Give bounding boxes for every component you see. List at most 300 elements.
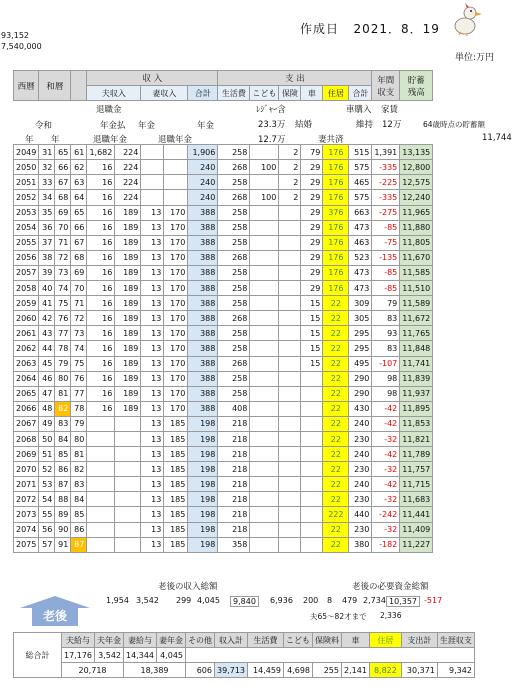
cell-living: 358	[218, 537, 250, 552]
cell-wareki-3: 71	[71, 296, 87, 311]
cell-wareki-3: 63	[71, 175, 87, 190]
cell-expense-total: 663	[349, 205, 372, 220]
cell-car: 15	[301, 356, 323, 371]
cell-wareki-3: 79	[71, 416, 87, 431]
cell-wareki-1: 49	[39, 416, 55, 431]
cell-car: 29	[301, 220, 323, 235]
table-row	[14, 220, 433, 235]
cell-child	[250, 477, 279, 492]
label-leisure-val2: 12.7万	[258, 135, 286, 145]
cell-car	[301, 477, 323, 492]
cell-wareki-2: 87	[55, 477, 71, 492]
cell-wareki-3: 86	[71, 522, 87, 537]
cell-wareki-3: 87	[71, 537, 87, 552]
table-row	[14, 416, 433, 431]
cell-wareki-3: 84	[71, 492, 87, 507]
cell-wareki-2: 88	[55, 492, 71, 507]
cell-car: 15	[301, 311, 323, 326]
cell-car	[301, 462, 323, 477]
summary-row-2	[14, 663, 475, 678]
cell-balance: -42	[372, 477, 400, 492]
cell-insurance	[279, 281, 301, 296]
summary-cell: 18,389	[124, 663, 186, 678]
cell-expense-total: 290	[349, 371, 372, 386]
cell-seireki: 2051	[14, 175, 39, 190]
cell-wife-income-1	[141, 190, 164, 205]
cell-wareki-2: 82	[55, 401, 71, 416]
bottom-value: 4,045	[197, 596, 220, 605]
cell-wife-income-2	[164, 160, 188, 175]
cell-seireki: 2063	[14, 356, 39, 371]
cell-balance: -32	[372, 431, 400, 446]
cell-seireki: 2060	[14, 311, 39, 326]
cell-husband-income-2	[115, 431, 141, 446]
cell-income-total: 388	[188, 341, 218, 356]
cell-wareki-3: 66	[71, 220, 87, 235]
cell-wareki-2: 68	[55, 190, 71, 205]
cell-seireki: 2055	[14, 235, 39, 250]
cell-wareki-3: 62	[71, 160, 87, 175]
cell-income-total: 198	[188, 431, 218, 446]
cell-husband-income-1: 16	[87, 281, 115, 296]
cell-expense-total: 473	[349, 265, 372, 280]
cell-balance: -182	[372, 537, 400, 552]
cell-wife-income-2: 170	[164, 401, 188, 416]
cell-balance: 83	[372, 311, 400, 326]
cell-balance: -75	[372, 235, 400, 250]
table-row	[14, 507, 433, 522]
cell-savings: 11,409	[400, 522, 433, 537]
cell-husband-income-1: 16	[87, 220, 115, 235]
summary-header: 支出計	[401, 633, 437, 648]
cell-car: 15	[301, 326, 323, 341]
cell-savings: 11,839	[400, 371, 433, 386]
cell-insurance	[279, 416, 301, 431]
cell-savings: 11,715	[400, 477, 433, 492]
cell-wife-income-2	[164, 145, 188, 160]
cell-wife-income-1: 13	[141, 477, 164, 492]
cell-income-total: 240	[188, 160, 218, 175]
cell-wareki-3: 70	[71, 281, 87, 296]
cell-expense-total: 295	[349, 341, 372, 356]
cell-expense-total: 305	[349, 311, 372, 326]
cell-expense-total: 575	[349, 160, 372, 175]
cell-car: 29	[301, 175, 323, 190]
col-income-total: 合計	[188, 86, 218, 101]
col-wareki: 和暦	[39, 71, 71, 101]
cell-living: 268	[218, 356, 250, 371]
cell-husband-income-2: 224	[115, 160, 141, 175]
cell-wareki-2: 66	[55, 160, 71, 175]
table-row	[14, 145, 433, 160]
cell-wife-income-2: 185	[164, 477, 188, 492]
cell-seireki: 2056	[14, 250, 39, 265]
cell-income-total: 198	[188, 447, 218, 462]
cell-husband-income-1	[87, 431, 115, 446]
cell-wareki-2: 80	[55, 371, 71, 386]
cell-husband-income-1: 16	[87, 205, 115, 220]
cell-housing: 176	[323, 265, 349, 280]
bottom-value: -517	[424, 596, 443, 605]
summary-table	[13, 632, 475, 678]
cell-insurance	[279, 265, 301, 280]
cell-wife-income-1: 13	[141, 401, 164, 416]
cell-wareki-2: 71	[55, 235, 71, 250]
label-nen2: 年	[51, 135, 60, 145]
label-rent: 家賃	[381, 105, 399, 115]
cell-living: 268	[218, 190, 250, 205]
expense-total-label: 老後の必要資金総額	[352, 582, 429, 592]
cell-car: 29	[301, 265, 323, 280]
cell-income-total: 388	[188, 250, 218, 265]
cell-wareki-1: 57	[39, 537, 55, 552]
cell-income-total: 198	[188, 462, 218, 477]
label-nenkin1: 年金	[138, 121, 156, 131]
cell-wareki-2: 84	[55, 431, 71, 446]
cell-husband-income-2: 189	[115, 250, 141, 265]
cell-wareki-1: 38	[39, 250, 55, 265]
cell-income-total: 388	[188, 371, 218, 386]
cell-wareki-3: 65	[71, 205, 87, 220]
cell-car	[301, 447, 323, 462]
cell-wife-income-2: 185	[164, 431, 188, 446]
cell-insurance	[279, 311, 301, 326]
summary-cell: 2,141	[342, 663, 370, 678]
summary-cell: 9,342	[437, 663, 474, 678]
cell-insurance	[279, 522, 301, 537]
cell-child	[250, 401, 279, 416]
cell-car	[301, 371, 323, 386]
cell-husband-income-2	[115, 477, 141, 492]
cell-living: 258	[218, 235, 250, 250]
label-car-buy: 車購入	[346, 105, 372, 115]
cell-husband-income-1	[87, 537, 115, 552]
cell-insurance	[279, 235, 301, 250]
cell-expense-total: 290	[349, 386, 372, 401]
note-label: 夫65～82才まで	[310, 612, 367, 621]
cell-income-total: 240	[188, 190, 218, 205]
cell-insurance: 2	[279, 190, 301, 205]
cell-expense-total: 240	[349, 416, 372, 431]
cell-savings: 11,757	[400, 462, 433, 477]
cell-balance: -85	[372, 281, 400, 296]
cell-housing: 22	[323, 401, 349, 416]
cell-housing: 376	[323, 205, 349, 220]
cell-balance: 79	[372, 296, 400, 311]
cell-income-total: 388	[188, 265, 218, 280]
cell-child	[250, 326, 279, 341]
cell-wife-income-1: 13	[141, 235, 164, 250]
cell-wareki-1: 50	[39, 431, 55, 446]
cell-living: 258	[218, 281, 250, 296]
bird-mascot-icon	[451, 2, 483, 36]
cell-expense-total: 230	[349, 492, 372, 507]
table-row	[14, 235, 433, 250]
cell-balance: 1,391	[372, 145, 400, 160]
top-left-values	[0, 30, 42, 52]
cell-wife-income-1	[141, 145, 164, 160]
cell-husband-income-1: 16	[87, 386, 115, 401]
cell-car	[301, 386, 323, 401]
cell-car	[301, 522, 323, 537]
cell-husband-income-1: 16	[87, 250, 115, 265]
cell-wareki-2: 79	[55, 356, 71, 371]
cell-wife-income-2: 170	[164, 205, 188, 220]
label-taishoku-nenkin2: 退職年金	[158, 135, 193, 145]
cell-housing: 176	[323, 160, 349, 175]
cell-savings: 11,937	[400, 386, 433, 401]
cell-wareki-1: 44	[39, 341, 55, 356]
table-row	[14, 311, 433, 326]
cell-wareki-2: 73	[55, 265, 71, 280]
cell-savings: 11,741	[400, 356, 433, 371]
summary-cell: 8,822	[369, 663, 401, 678]
cell-savings: 11,765	[400, 326, 433, 341]
cell-income-total: 388	[188, 235, 218, 250]
cell-seireki: 2074	[14, 522, 39, 537]
cell-wareki-3: 69	[71, 265, 87, 280]
cell-wife-income-1: 13	[141, 296, 164, 311]
cell-wareki-2: 77	[55, 326, 71, 341]
cell-income-total: 1,906	[188, 145, 218, 160]
cell-savings: 11,683	[400, 492, 433, 507]
cell-housing: 22	[323, 386, 349, 401]
cell-wife-income-1	[141, 175, 164, 190]
summary-header: 収入計	[215, 633, 248, 648]
cell-seireki: 2066	[14, 401, 39, 416]
cell-housing: 22	[323, 356, 349, 371]
cell-car: 79	[301, 145, 323, 160]
cell-wareki-2: 83	[55, 416, 71, 431]
cell-wife-income-2: 170	[164, 296, 188, 311]
cell-wife-income-2	[164, 175, 188, 190]
cell-balance: -335	[372, 190, 400, 205]
table-row	[14, 160, 433, 175]
cell-expense-total: 465	[349, 175, 372, 190]
cell-husband-income-2	[115, 537, 141, 552]
cell-child	[250, 431, 279, 446]
cell-income-total: 388	[188, 356, 218, 371]
cell-wife-income-1: 13	[141, 326, 164, 341]
summary-header: 生活費	[248, 633, 284, 648]
cell-expense-total: 240	[349, 447, 372, 462]
summary-header: 夫給与	[62, 633, 95, 648]
label-reiwa: 令和	[35, 121, 53, 131]
cell-income-total: 388	[188, 205, 218, 220]
cell-husband-income-1	[87, 416, 115, 431]
bottom-value: 200	[303, 596, 319, 605]
cell-wareki-1: 33	[39, 175, 55, 190]
cell-wareki-3: 61	[71, 145, 87, 160]
cell-car: 15	[301, 341, 323, 356]
cell-living: 218	[218, 416, 250, 431]
summary-row-1	[14, 648, 475, 663]
cell-child	[250, 386, 279, 401]
cell-car: 29	[301, 160, 323, 175]
cell-husband-income-2	[115, 492, 141, 507]
cell-wareki-3: 75	[71, 356, 87, 371]
label-savings-at64: 64歳時点の貯蓄額	[423, 120, 486, 129]
cell-seireki: 2052	[14, 190, 39, 205]
cell-housing: 22	[323, 462, 349, 477]
cell-car: 29	[301, 235, 323, 250]
cell-child	[250, 356, 279, 371]
cell-wife-income-1	[141, 160, 164, 175]
cell-balance: -275	[372, 205, 400, 220]
cell-insurance	[279, 220, 301, 235]
cell-husband-income-2: 189	[115, 326, 141, 341]
cell-wife-income-2: 185	[164, 492, 188, 507]
cell-husband-income-1: 16	[87, 160, 115, 175]
cell-living: 408	[218, 401, 250, 416]
cell-wareki-3: 85	[71, 507, 87, 522]
bottom-value: 6,936	[270, 596, 293, 605]
cell-husband-income-2: 189	[115, 281, 141, 296]
cell-savings: 12,800	[400, 160, 433, 175]
bottom-value: 10,357	[386, 596, 420, 607]
bottom-value: 8	[327, 596, 333, 605]
cell-expense-total: 380	[349, 537, 372, 552]
cell-car	[301, 431, 323, 446]
cell-insurance	[279, 492, 301, 507]
cell-insurance	[279, 447, 301, 462]
cell-wareki-3: 80	[71, 431, 87, 446]
cell-income-total: 198	[188, 507, 218, 522]
table-row	[14, 477, 433, 492]
cell-income-total: 388	[188, 311, 218, 326]
cell-wareki-2: 74	[55, 281, 71, 296]
cell-wareki-1: 37	[39, 235, 55, 250]
cell-wareki-3: 74	[71, 341, 87, 356]
table-row	[14, 522, 433, 537]
cell-husband-income-1	[87, 462, 115, 477]
cell-expense-total: 309	[349, 296, 372, 311]
cell-housing: 176	[323, 220, 349, 235]
cell-wareki-1: 48	[39, 401, 55, 416]
col-wife-income: 妻収入	[141, 86, 188, 101]
col-expense-total: 合計	[349, 86, 372, 101]
summary-header: 夫年金	[95, 633, 124, 648]
cell-housing: 176	[323, 190, 349, 205]
cell-insurance: 2	[279, 175, 301, 190]
cell-wareki-3: 81	[71, 447, 87, 462]
cell-wareki-2: 81	[55, 386, 71, 401]
summary-cell: 39,713	[215, 663, 248, 678]
cell-expense-total: 430	[349, 401, 372, 416]
cell-savings: 11,585	[400, 265, 433, 280]
cell-wife-income-2: 170	[164, 356, 188, 371]
cell-wareki-1: 55	[39, 507, 55, 522]
table-row	[14, 386, 433, 401]
summary-cell: 255	[313, 663, 342, 678]
cell-insurance	[279, 371, 301, 386]
cell-wareki-1: 53	[39, 477, 55, 492]
cell-housing: 22	[323, 447, 349, 462]
cell-husband-income-1: 16	[87, 356, 115, 371]
cell-balance: -242	[372, 507, 400, 522]
cell-wife-income-1: 13	[141, 265, 164, 280]
cell-wife-income-1: 13	[141, 462, 164, 477]
summary-header: 住居	[369, 633, 401, 648]
cell-expense-total: 575	[349, 190, 372, 205]
cell-child	[250, 492, 279, 507]
table-row	[14, 265, 433, 280]
cell-husband-income-1	[87, 492, 115, 507]
cell-expense-total: 473	[349, 220, 372, 235]
cell-seireki: 2065	[14, 386, 39, 401]
cell-savings: 11,227	[400, 537, 433, 552]
cell-insurance	[279, 296, 301, 311]
bottom-value: 9,840	[230, 596, 259, 607]
cell-housing: 22	[323, 431, 349, 446]
cell-living: 258	[218, 326, 250, 341]
cell-insurance: 2	[279, 160, 301, 175]
cell-seireki: 2073	[14, 507, 39, 522]
cell-wife-income-2: 170	[164, 311, 188, 326]
table-row	[14, 537, 433, 552]
summary-cell: 14,459	[248, 663, 284, 678]
cell-insurance	[279, 401, 301, 416]
col-yearly: 年間 収支	[372, 71, 400, 101]
cell-insurance	[279, 250, 301, 265]
cell-income-total: 388	[188, 220, 218, 235]
cell-wife-income-1: 13	[141, 371, 164, 386]
cell-child	[250, 145, 279, 160]
label-taishokukin: 退職金	[96, 105, 122, 115]
label-nenkin2: 年金	[197, 121, 215, 131]
cell-wareki-1: 36	[39, 220, 55, 235]
cell-wareki-2: 65	[55, 145, 71, 160]
summary-header: 保険料	[313, 633, 342, 648]
cell-wareki-2: 76	[55, 311, 71, 326]
label-nen1: 年	[25, 135, 34, 145]
col-husband-income: 夫収入	[87, 86, 141, 101]
cell-living: 258	[218, 265, 250, 280]
cell-living: 258	[218, 296, 250, 311]
cell-wareki-1: 31	[39, 145, 55, 160]
cell-wareki-3: 83	[71, 477, 87, 492]
cell-husband-income-1: 16	[87, 371, 115, 386]
cell-housing: 176	[323, 281, 349, 296]
rougo-arrow-icon	[20, 596, 90, 626]
cell-wareki-2: 89	[55, 507, 71, 522]
label-leisure-val: 23.3万	[258, 120, 286, 130]
summary-filler	[186, 648, 475, 663]
summary-label: 総合計	[14, 633, 62, 678]
col-child: こども	[250, 86, 279, 101]
cell-savings: 11,880	[400, 220, 433, 235]
table-row	[14, 190, 433, 205]
cell-expense-total: 295	[349, 326, 372, 341]
cell-car: 15	[301, 296, 323, 311]
cell-seireki: 2050	[14, 160, 39, 175]
cell-balance: -42	[372, 416, 400, 431]
table-row	[14, 492, 433, 507]
cell-housing: 176	[323, 175, 349, 190]
cell-wife-income-2: 170	[164, 326, 188, 341]
cell-wareki-1: 46	[39, 371, 55, 386]
cell-housing: 22	[323, 371, 349, 386]
cell-income-total: 198	[188, 477, 218, 492]
cell-wareki-1: 34	[39, 190, 55, 205]
label-car-maint: 維持	[356, 120, 374, 130]
cell-wareki-1: 42	[39, 311, 55, 326]
table-row	[14, 341, 433, 356]
cell-wareki-1: 52	[39, 462, 55, 477]
cell-child	[250, 175, 279, 190]
cell-wareki-2: 70	[55, 220, 71, 235]
label-nenkinbarai: 年金払	[100, 121, 126, 131]
